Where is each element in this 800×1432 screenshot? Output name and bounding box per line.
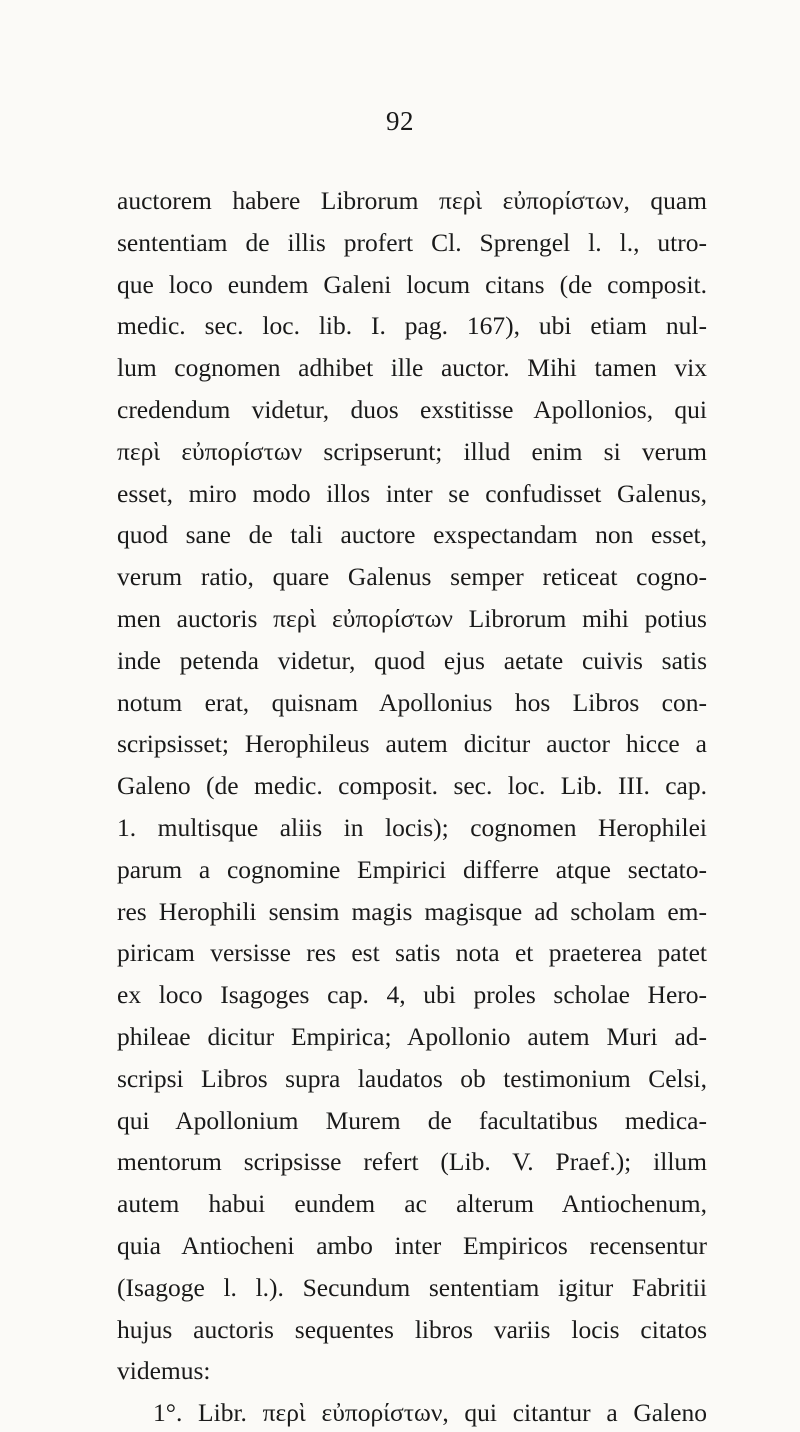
text-line: 1°. Libr. περὶ εὐπορίστων, qui citantur a Galeno — [153, 1398, 707, 1428]
text-line: scripsisset; Herophileus autem dicitur auctor hicce a — [117, 729, 707, 759]
text-line: auctorem habere Librorum περὶ εὐπορίστων, quam — [117, 186, 707, 215]
text-line: autem habui eundem ac alterum Antiochenum, — [117, 1189, 707, 1219]
text-line: Galeno (de medic. composit. sec. loc. Lib. III. cap. — [117, 771, 707, 801]
text-line: scripsi Libros supra laudatos ob testimonium Celsi, — [117, 1063, 707, 1093]
page-number: 92 — [386, 106, 414, 136]
text-line: videmus: — [117, 1356, 211, 1386]
text-line: res Herophili sensim magis magisque ad scholam em- — [117, 896, 707, 926]
text-line: que loco eundem Galeni locum citans (de composit. — [117, 269, 707, 299]
text-line: quia Antiocheni ambo inter Empiricos recensentur — [117, 1230, 707, 1260]
body-text — [117, 180, 707, 1432]
text-line: notum erat, quisnam Apollonius hos Libros con- — [117, 687, 707, 717]
text-line: περὶ εὐπορίστων scripserunt; illud enim si verum — [117, 436, 707, 466]
text-line: (Isagoge l. l.). Secundum sententiam igitur Fabritii — [117, 1272, 707, 1302]
text-line: medic. sec. loc. lib. I. pag. 167), ubi etiam nul- — [117, 311, 707, 341]
text-line: verum ratio, quare Galenus semper reticeat cogno- — [117, 562, 707, 592]
text-line: mentorum scripsisse refert (Lib. V. Praef.); illum — [117, 1147, 707, 1177]
text-line: parum a cognomine Empirici differre atque sectato- — [117, 854, 707, 884]
text-line: ex loco Isagoges cap. 4, ubi proles scholae Hero- — [117, 980, 707, 1010]
text-line: men auctoris περὶ εὐπορίστων Librorum mihi potius — [117, 603, 707, 633]
text-line: credendum videtur, duos exstitisse Apollonios, qui — [117, 394, 707, 424]
text-line: piricam versisse res est satis nota et praeterea patet — [117, 938, 707, 968]
text-line: inde petenda videtur, quod ejus aetate cuivis satis — [117, 645, 707, 675]
text-line: quod sane de tali auctore exspectandam non esset, — [117, 520, 707, 550]
text-line: sententiam de illis profert Cl. Sprengel l. l., utro- — [117, 227, 707, 257]
text-line: lum cognomen adhibet ille auctor. Mihi tamen vix — [117, 353, 707, 383]
text-line: phileae dicitur Empirica; Apollonio autem Muri ad- — [117, 1021, 707, 1051]
text-line: hujus auctoris sequentes libros variis locis citatos — [117, 1314, 707, 1344]
text-line: 1. multisque aliis in locis); cognomen Herophilei — [117, 812, 707, 842]
text-line: esset, miro modo illos inter se confudisset Galenus, — [117, 478, 707, 508]
text-line: qui Apollonium Murem de facultatibus medica- — [117, 1105, 707, 1135]
